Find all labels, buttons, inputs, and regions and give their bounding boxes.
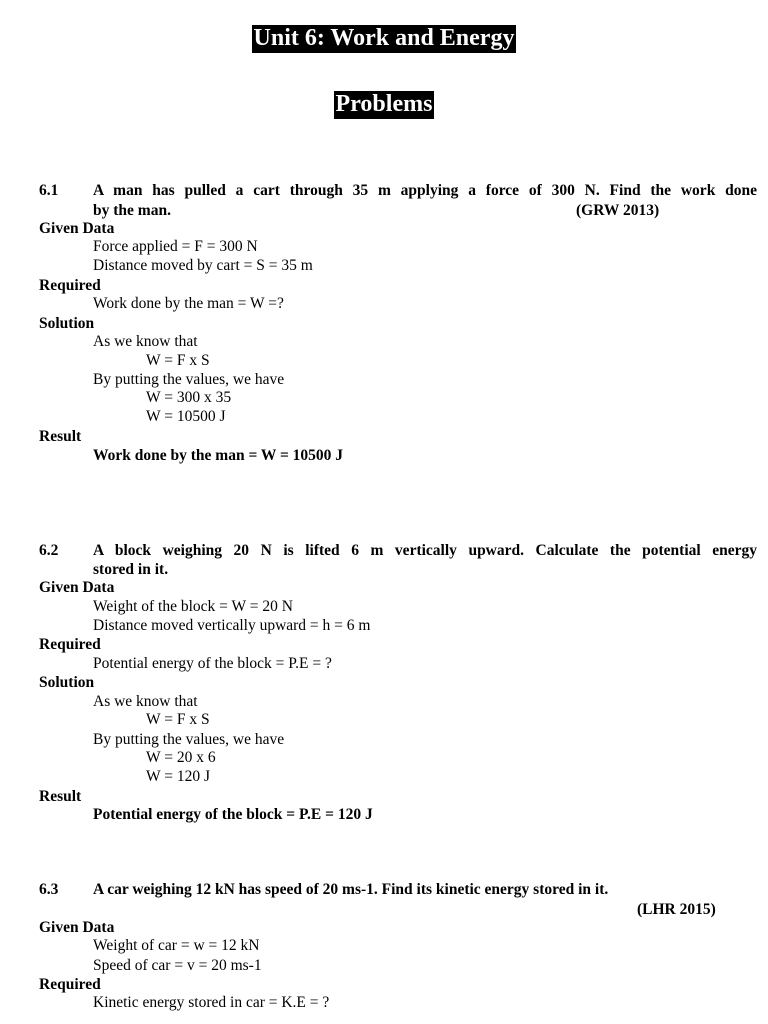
given-heading: Given Data [39,579,115,596]
solution-formula: W = F x S [146,711,210,728]
solution-formula: W = F x S [146,352,210,369]
question-line: A man has pulled a cart through 35 m applying a force of 300 N. Find the work done [93,182,757,199]
required-text: Potential energy of the block = P.E = ? [93,655,332,672]
solution-step: W = 20 x 6 [146,749,216,766]
unit-title: Unit 6: Work and Energy [253,25,515,51]
solution-step: W = 10500 J [146,408,226,425]
question-line: A car weighing 12 kN has speed of 20 ms-1. Find its kinetic energy stored in it. [93,881,609,898]
required-heading: Required [39,976,101,993]
solution-intro: As we know that [93,333,198,350]
section-title-container [0,91,768,119]
solution-step: W = 300 x 35 [146,389,232,406]
problem-number: 6.3 [39,881,59,898]
required-heading: Required [39,277,101,294]
result-heading: Result [39,428,82,445]
section-title: Problems [335,91,433,117]
question-line: A block weighing 20 N is lifted 6 m vertically upward. Calculate the potential energy [93,542,757,559]
unit-title-container [0,25,768,53]
solution-putting: By putting the values, we have [93,731,285,748]
solution-intro: As we know that [93,693,198,710]
given-item: Weight of the block = W = 20 N [93,598,293,615]
solution-heading: Solution [39,315,95,332]
given-item: Speed of car = v = 20 ms-1 [93,957,262,974]
question-line: by the man. [93,202,171,219]
question-line: stored in it. [93,561,169,578]
given-heading: Given Data [39,919,115,936]
reference: (LHR 2015) [637,901,716,918]
given-item: Weight of car = w = 12 kN [93,937,260,954]
solution-putting: By putting the values, we have [93,371,285,388]
reference: (GRW 2013) [576,202,660,219]
given-heading: Given Data [39,220,115,237]
required-heading: Required [39,636,101,653]
solution-step: W = 120 J [146,768,210,785]
given-item: Distance moved by cart = S = 35 m [93,257,313,274]
result-text: Work done by the man = W = 10500 J [93,447,344,464]
result-text: Potential energy of the block = P.E = 120 J [93,806,373,823]
problem-number: 6.2 [39,542,59,559]
given-item: Force applied = F = 300 N [93,238,258,255]
required-text: Kinetic energy stored in car = K.E = ? [93,994,330,1011]
problem-number: 6.1 [39,182,59,199]
required-text: Work done by the man = W =? [93,295,284,312]
solution-heading: Solution [39,674,95,691]
given-item: Distance moved vertically upward = h = 6 m [93,617,371,634]
result-heading: Result [39,788,82,805]
